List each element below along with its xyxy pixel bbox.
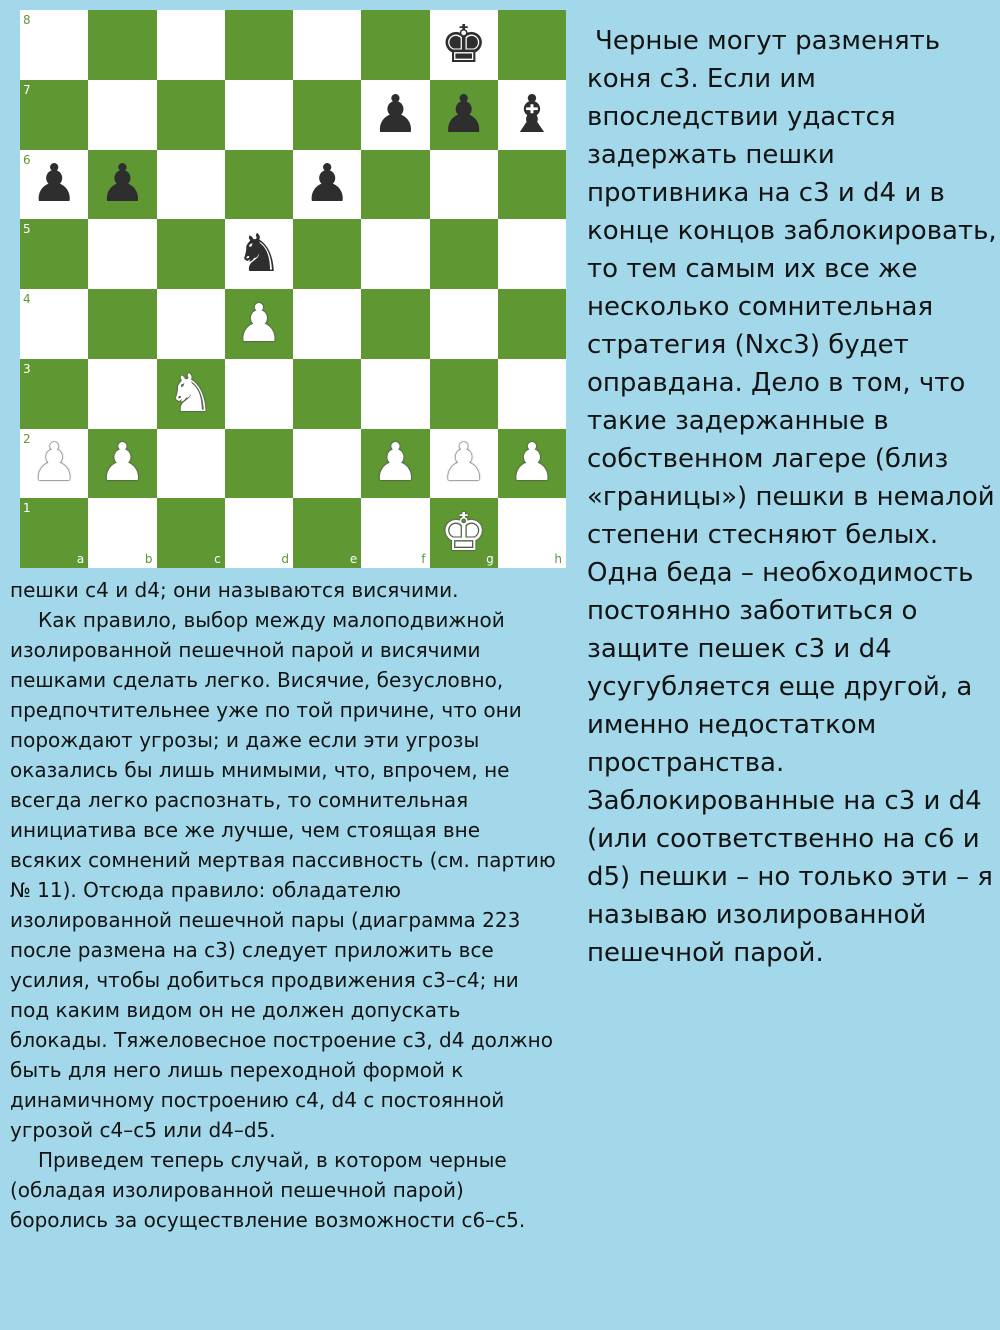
- square-g1: [430, 498, 498, 568]
- square-h1: [498, 498, 566, 568]
- square-d1: [225, 498, 293, 568]
- square-b3: [88, 359, 156, 429]
- square-e3: [293, 359, 361, 429]
- square-f8: [361, 10, 429, 80]
- square-g6: [430, 150, 498, 220]
- black-pawn-icon: ♟: [440, 84, 487, 145]
- square-b5: [88, 219, 156, 289]
- file-label: f: [421, 552, 426, 566]
- square-b7: [88, 80, 156, 150]
- square-e6: [293, 150, 361, 220]
- file-label: c: [214, 552, 221, 566]
- file-label: g: [486, 552, 494, 566]
- square-c6: [157, 150, 225, 220]
- white-knight-icon: ♞: [167, 363, 214, 424]
- square-e7: [293, 80, 361, 150]
- square-f3: [361, 359, 429, 429]
- square-a8: [20, 10, 88, 80]
- file-label: a: [76, 552, 85, 566]
- file-label: b: [144, 552, 153, 566]
- square-a6: [20, 150, 88, 220]
- black-pawn-icon: ♟: [303, 154, 351, 215]
- square-g5: [430, 219, 498, 289]
- square-h6: [498, 150, 566, 220]
- square-b4: [88, 289, 156, 359]
- square-h8: [498, 10, 566, 80]
- square-f4: [361, 289, 429, 359]
- white-pawn-icon: ♟: [30, 433, 78, 494]
- rank-label: 1: [23, 501, 31, 516]
- black-knight-icon: ♞: [235, 224, 283, 285]
- rank-label: 3: [23, 361, 31, 376]
- partial-line: пешки с4 и d4; они называются висячими.: [10, 578, 459, 602]
- square-h7: [498, 80, 566, 150]
- square-a3: [20, 359, 88, 429]
- square-d8: [225, 10, 293, 80]
- paragraph-hanging-pawns: Как правило, выбор между малоподвижной изолированной пешечной парой и висячими пешками сделать легко. Висячие, безусловно, предпочтительнее уже по той причине, что они порождают угрозы; и даже если эти угрозы оказались бы лишь мнимыми, что, впрочем, не всегда легко распознать, то сомнительная инициатива все же лучше, чем стоящая вне всяких сомнений мертвая пассивность (см. партию № 11). Отсюда правило: обладателю изолированной пешечной пары (диаграмма 223 после размена на с3) следует приложить все усилия, чтобы добиться продвижения с3–с4; ни под каким видом он не должен допускать блокады. Тяжеловесное построение с3, d4 должно быть для него лишь переходной формой к динамичному построению с4, d4 с постоянной угрозой с4–с5 или d4–d5.: [10, 608, 556, 1142]
- square-c5: [157, 219, 225, 289]
- white-king-icon: ♚: [440, 503, 487, 564]
- file-label: h: [554, 552, 562, 566]
- square-e2: [293, 429, 361, 499]
- square-b2: [88, 429, 156, 499]
- square-h2: [498, 429, 566, 499]
- square-a1: [20, 498, 88, 568]
- square-e4: [293, 289, 361, 359]
- square-a2: [20, 429, 88, 499]
- square-f2: [361, 429, 429, 499]
- square-h3: [498, 359, 566, 429]
- black-king-icon: ♚: [440, 14, 487, 75]
- file-label: d: [281, 552, 289, 566]
- square-e1: [293, 498, 361, 568]
- black-bishop-icon: ♝: [508, 84, 556, 145]
- square-g7: [430, 80, 498, 150]
- paragraph-example-intro: Приведем теперь случай, в котором черные (обладая изолированной пешечной парой) боролись за осуществление возможности с6–с5.: [10, 1148, 526, 1232]
- white-pawn-icon: ♟: [235, 293, 283, 354]
- square-d2: [225, 429, 293, 499]
- black-pawn-icon: ♟: [372, 84, 419, 145]
- left-text-column: [10, 575, 558, 1235]
- square-f6: [361, 150, 429, 220]
- square-b1: [88, 498, 156, 568]
- square-e5: [293, 219, 361, 289]
- rank-label: 8: [23, 13, 31, 27]
- square-g4: [430, 289, 498, 359]
- square-d3: [225, 359, 293, 429]
- white-pawn-icon: ♟: [372, 433, 419, 494]
- square-g3: [430, 359, 498, 429]
- black-pawn-icon: ♟: [99, 154, 146, 215]
- white-pawn-icon: ♟: [99, 433, 146, 494]
- square-a7: [20, 80, 88, 150]
- white-pawn-icon: ♟: [508, 433, 556, 494]
- square-e8: [293, 10, 361, 80]
- square-h4: [498, 289, 566, 359]
- square-g2: [430, 429, 498, 499]
- black-pawn-icon: ♟: [30, 154, 78, 215]
- square-g8: [430, 10, 498, 80]
- paragraph-isolated-pair: Черные могут разменять коня с3. Если им впоследствии удастся задержать пешки противника на с3 и d4 и в конце концов заблокировать, то тем самым их все же несколько сомнительная стратегия (Nxc3) будет оправдана. Дело в том, что такие задержанные в собственном лагере (близ «границы») пешки в немалой степени стесняют белых. Одна беда – необходимость постоянно заботиться о защите пешек с3 и d4 усугубляется еще другой, а именно недостатком пространства. Заблокированные на с3 и d4 (или соответственно на с6 и d5) пешки – но только эти – я называю изолированной пешечной парой.: [587, 26, 997, 968]
- white-pawn-icon: ♟: [440, 433, 487, 494]
- square-a5: [20, 219, 88, 289]
- square-c4: [157, 289, 225, 359]
- square-d4: [225, 289, 293, 359]
- chess-diagram: [20, 10, 566, 568]
- square-c1: [157, 498, 225, 568]
- square-b6: [88, 150, 156, 220]
- square-b8: [88, 10, 156, 80]
- square-d6: [225, 150, 293, 220]
- square-d5: [225, 219, 293, 289]
- right-text-column: [587, 22, 999, 972]
- square-f7: [361, 80, 429, 150]
- square-c2: [157, 429, 225, 499]
- rank-label: 4: [23, 292, 31, 306]
- rank-label: 6: [23, 152, 31, 167]
- file-label: e: [349, 552, 358, 566]
- rank-label: 5: [23, 222, 31, 237]
- square-c3: [157, 359, 225, 429]
- rank-label: 2: [23, 431, 31, 446]
- square-d7: [225, 80, 293, 150]
- square-c8: [157, 10, 225, 80]
- square-h5: [498, 219, 566, 289]
- square-f5: [361, 219, 429, 289]
- square-f1: [361, 498, 429, 568]
- square-a4: [20, 289, 88, 359]
- rank-label: 7: [23, 82, 31, 97]
- square-c7: [157, 80, 225, 150]
